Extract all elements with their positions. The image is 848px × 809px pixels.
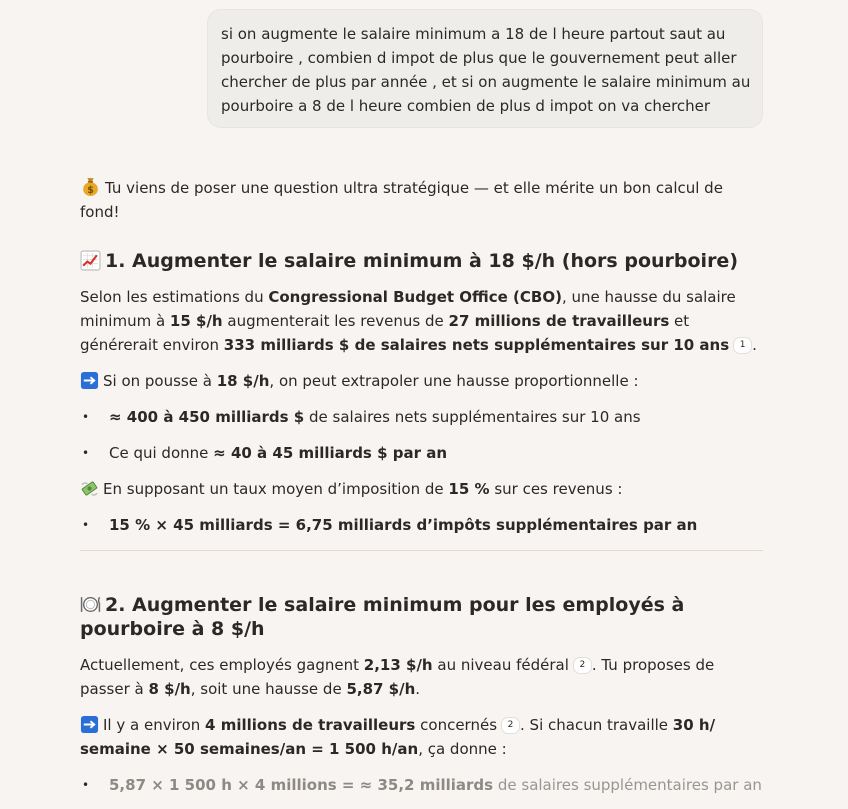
text-run: augmenterait les revenus de [222,312,449,330]
bold-text: 8 $/h [148,680,191,698]
money-with-wings-icon [80,479,99,498]
section-1-heading [80,249,763,273]
intro-text: Tu viens de poser une question ultra stratégique — et elle mérite un bon calcul de fond! [80,179,723,221]
list-item [80,513,763,537]
svg-text:$: $ [87,184,94,196]
section-1-title: 1. Augmenter le salaire minimum à 18 $/h (hors pourboire) [105,250,739,272]
bold-text: 27 millions de travailleurs [448,312,670,330]
tax-assumption-paragraph [80,477,763,501]
list-item [80,441,763,465]
text-run: Si on pousse à [103,372,217,390]
bold-text: ≈ 40 à 45 milliards $ par an [213,444,448,462]
section-divider [80,550,763,551]
citation-badge[interactable]: 2 [573,657,592,674]
bold-text: 2,13 $/h [363,656,433,674]
bold-text: 333 milliards $ de salaires nets supplémentaires sur 10 ans [223,336,730,354]
workers-paragraph [80,713,763,761]
text-run: Il y a environ [103,716,206,734]
text-run: . [752,336,757,354]
intro-paragraph [80,176,763,224]
bold-text: 15 $/h [169,312,223,330]
text-run: de salaires supplémentaires par an [493,776,762,794]
text-run: . Si chacun travaille [520,716,673,734]
bold-text: 18 $/h [216,372,270,390]
bold-text: 5,87 × 1 500 h × 4 millions = ≈ 35,2 milliards [109,776,494,794]
bold-text: 30 h/ semaine × 50 semaines/an = 1 500 h/an [80,716,716,758]
bullet-dot: • [82,778,90,792]
money-bag-icon [80,176,101,197]
bold-text: Congressional Budget Office (CBO) [268,288,562,306]
chart-increasing-icon [80,250,101,271]
text-run: Ce qui donne [109,444,214,462]
text-run: Actuellement, ces employés gagnent [80,656,364,674]
bold-text: ≈ 400 à 450 milliards $ [109,408,305,426]
text-run: sur ces revenus : [489,480,623,498]
bold-text: 15 % × 45 milliards = 6,75 milliards d’impôts supplémentaires par an [109,516,698,534]
bullet-dot: • [82,518,90,532]
list-item [80,405,763,429]
text-run: En supposant un taux moyen d’imposition de [103,480,449,498]
right-arrow-icon [80,715,99,734]
text-run: , soit une hausse de [190,680,347,698]
user-message-line: chercher de plus par année , et si on augmente le salaire minimum au [221,73,751,91]
user-message-line: pourboire a 8 de l heure combien de plus d impot on va chercher [221,97,711,115]
right-arrow-icon [80,371,99,390]
bold-text: 4 millions de travailleurs [205,716,416,734]
assistant-reply [80,176,763,809]
text-run: concernés [415,716,498,734]
text-run: de salaires nets supplémentaires sur 10 ans [304,408,641,426]
bold-text: 5,87 $/h [346,680,416,698]
text-run: . Tu proposes de passer à [80,656,715,698]
bullet-dot: • [82,446,90,460]
text-run: , une hausse du salaire minimum à [80,288,736,330]
citation-badge[interactable]: 1 [733,337,752,354]
text-run: , on peut extrapoler une hausse proportionnelle : [269,372,639,390]
section-2-heading [80,593,763,641]
citation-badge[interactable]: 2 [501,717,520,734]
user-message-line: pourboire , combien d impot de plus que le gouvernement peut aller [221,49,737,67]
user-message-line: si on augmente le salaire minimum a 18 de l heure partout saut au [221,25,726,43]
text-run: et générerait environ [80,312,690,354]
text-run: Selon les estimations du [80,288,269,306]
section-1-paragraph [80,285,763,357]
extrapolation-paragraph [80,369,763,393]
text-run: , ça donne : [418,740,507,758]
bullet-dot: • [82,410,90,424]
fork-knife-plate-icon [80,594,101,615]
text-run: . [415,680,421,698]
user-message-bubble [207,9,763,128]
section-2-title: 2. Augmenter le salaire minimum pour les employés à pourboire à 8 $/h [80,594,685,640]
bold-text: 15 % [448,480,490,498]
text-run: au niveau fédéral [432,656,569,674]
list-item [80,773,763,797]
section-2-paragraph [80,653,763,701]
